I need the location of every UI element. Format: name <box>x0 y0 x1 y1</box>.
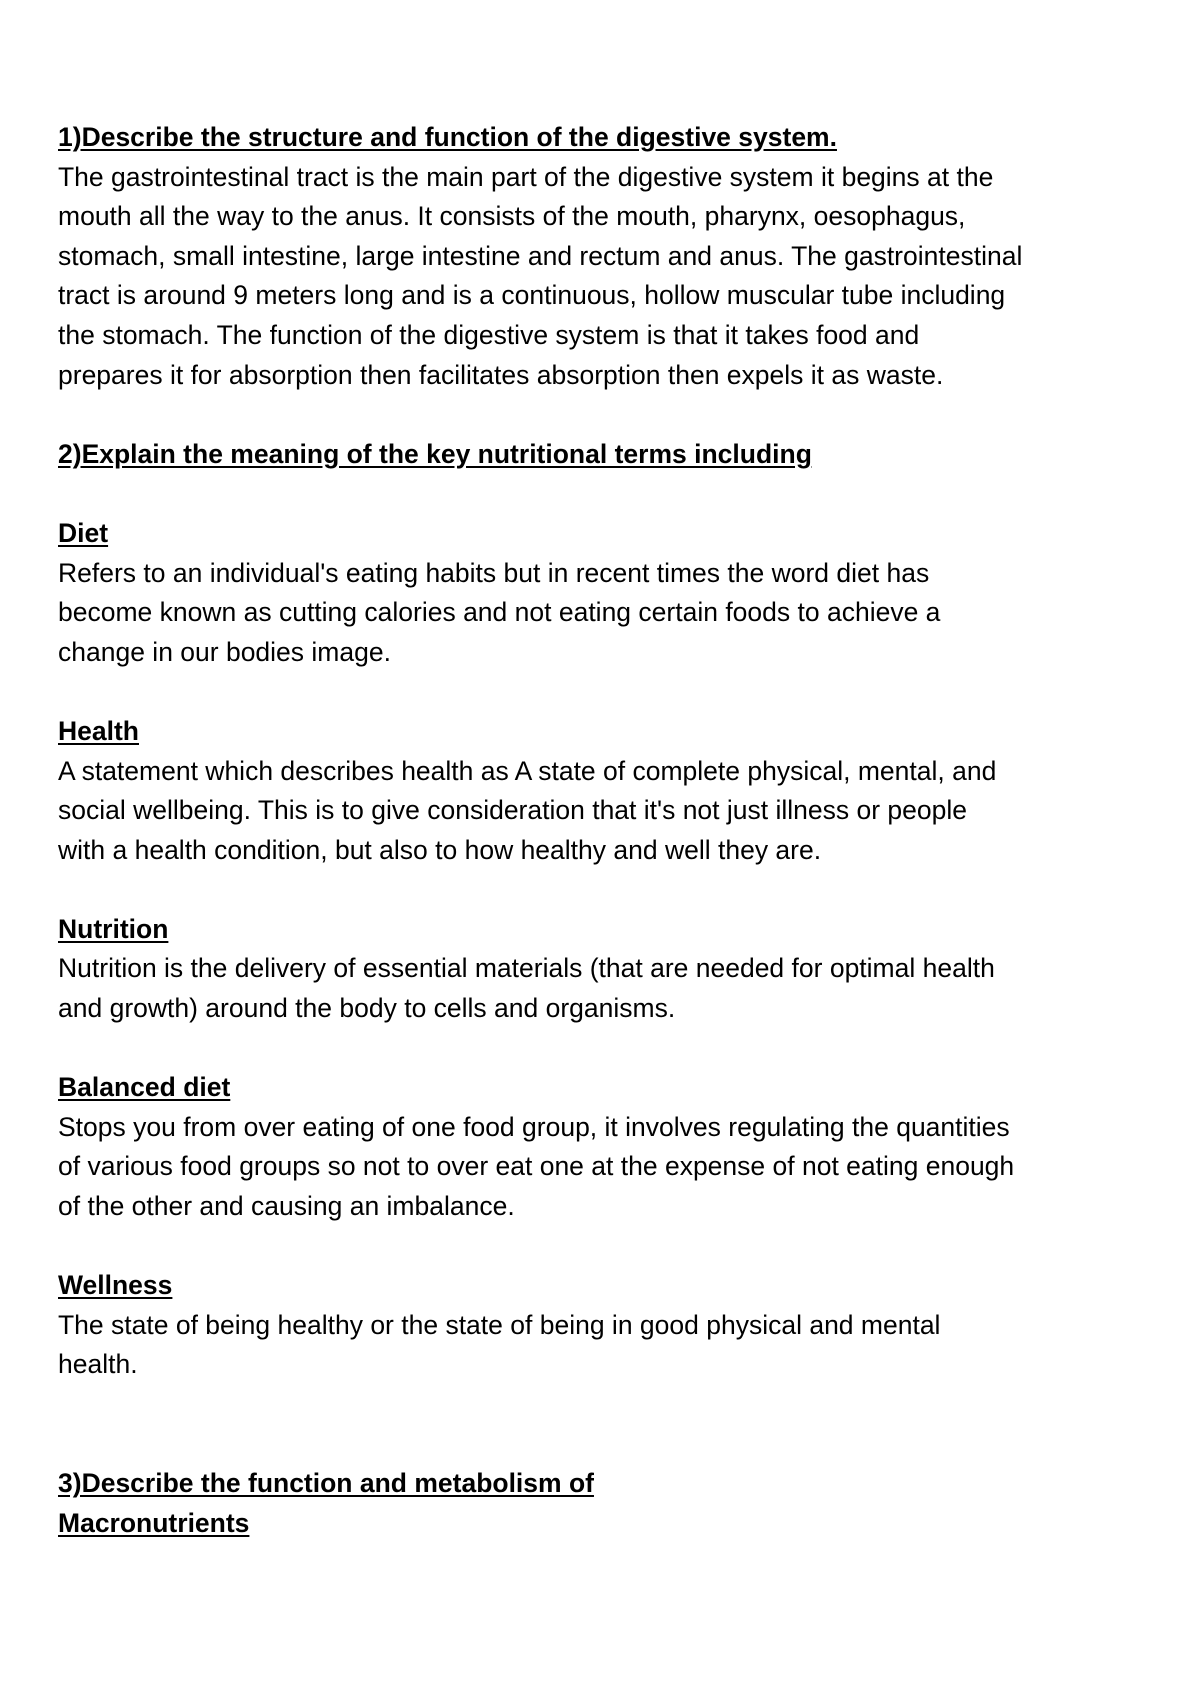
term-definition <box>58 554 1158 673</box>
q1-line: prepares it for absorption then facilitates absorption then expels it as waste. <box>58 359 944 390</box>
term-line: Refers to an individual's eating habits but in recent times the word diet has <box>58 557 930 588</box>
document-content <box>58 118 1158 1543</box>
term-title: Balanced diet <box>58 1072 231 1103</box>
term-health <box>58 712 1158 870</box>
term-line: A statement which describes health as A state of complete physical, mental, and <box>58 755 997 786</box>
q1-line: mouth all the way to the anus. It consists of the mouth, pharynx, oesophagus, <box>58 201 966 232</box>
term-line: health. <box>58 1349 138 1380</box>
term-line: of the other and causing an imbalance. <box>58 1191 515 1222</box>
q1-heading: 1)Describe the structure and function of the digestive system. <box>58 122 837 152</box>
term-definition <box>58 752 1158 871</box>
term-diet <box>58 514 1158 672</box>
q1-line: tract is around 9 meters long and is a continuous, hollow muscular tube including <box>58 280 1006 311</box>
q1-line: The gastrointestinal tract is the main part of the digestive system it begins at the <box>58 161 994 192</box>
section-q2 <box>58 435 1158 1385</box>
term-definition <box>58 949 1158 1028</box>
term-line: and growth) around the body to cells and organisms. <box>58 993 676 1024</box>
q3-heading-line: 3)Describe the function and metabolism of <box>58 1468 594 1499</box>
term-line: of various food groups so not to over eat one at the expense of not eating enough <box>58 1151 1015 1182</box>
section-q1 <box>58 118 1158 395</box>
term-line: with a health condition, but also to how healthy and well they are. <box>58 834 822 865</box>
term-line: change in our bodies image. <box>58 636 391 667</box>
term-definition <box>58 1108 1158 1227</box>
term-title: Diet <box>58 517 109 548</box>
section-q3 <box>58 1464 1158 1543</box>
term-definition <box>58 1306 1158 1385</box>
q3-heading-line: Macronutrients <box>58 1507 250 1538</box>
q1-answer <box>58 158 1158 396</box>
term-title: Nutrition <box>58 913 169 944</box>
term-line: become known as cutting calories and not eating certain foods to achieve a <box>58 597 941 628</box>
term-title: Health <box>58 715 139 746</box>
term-nutrition <box>58 910 1158 1029</box>
term-line: social wellbeing. This is to give consideration that it's not just illness or people <box>58 795 967 826</box>
term-line: Stops you from over eating of one food group, it involves regulating the quantities <box>58 1111 1010 1142</box>
term-title: Wellness <box>58 1270 173 1301</box>
term-line: The state of being healthy or the state of being in good physical and mental <box>58 1309 941 1340</box>
term-line: Nutrition is the delivery of essential materials (that are needed for optimal health <box>58 953 995 984</box>
term-balanced-diet <box>58 1068 1158 1226</box>
q3-heading <box>58 1464 1158 1543</box>
q2-heading: 2)Explain the meaning of the key nutritional terms including <box>58 438 812 469</box>
q1-line: stomach, small intestine, large intestine and rectum and anus. The gastrointestinal <box>58 240 1023 271</box>
q1-line: the stomach. The function of the digestive system is that it takes food and <box>58 319 920 350</box>
term-wellness <box>58 1266 1158 1385</box>
